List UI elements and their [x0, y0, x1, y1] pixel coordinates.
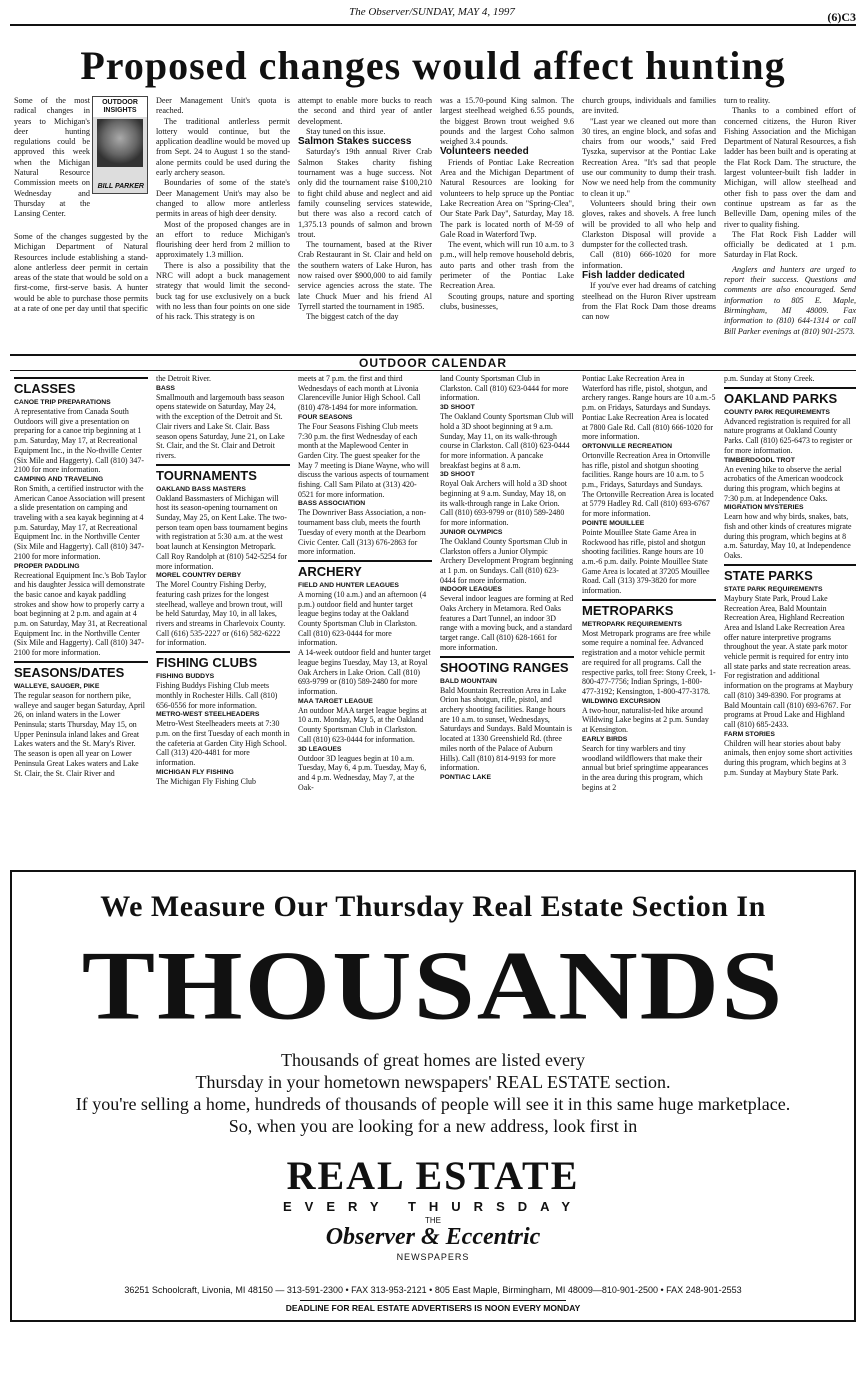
calendar-item-head: MAA TARGET LEAGUE: [298, 697, 373, 705]
calendar-title: OUTDOOR CALENDAR: [10, 354, 856, 371]
calendar-item-head: BASS: [156, 384, 175, 392]
ad-newspapers: NEWSPAPERS: [396, 1252, 470, 1262]
paragraph: Saturday's 19th annual River Crab Salmon Stakes charity fishing tournament was a huge success. Not only did the tournament raise $100,210 to fight child abuse and neglect and aid family counseling services statewide, but there was also a record catch of 1,375.13 pounds of salmon and brown trout.: [298, 147, 432, 239]
paragraph: Call (810) 666-1020 for more information.: [582, 250, 716, 270]
ad-address: 36251 Schoolcraft, Livonia, MI 48150 — 313-591-2300 • FAX 313-953-2121 • 805 East Maple, Birmingham, MI 48009—810-901-2500 • FAX 248-901-2553: [124, 1285, 742, 1295]
story-column-5: [582, 96, 716, 354]
calendar-item-head: CAMPING AND TRAVELING: [14, 475, 104, 483]
ad-line-1: Thousands of great homes are listed every: [281, 1050, 585, 1070]
calendar-column-6: [724, 374, 856, 864]
divider: [300, 1300, 566, 1301]
calendar-item-text: p.m. Sunday at Stony Creek.: [724, 374, 815, 383]
calendar-item-head: FIELD AND HUNTER LEAGUES: [298, 581, 399, 589]
story-headline: Proposed changes would affect hunting: [80, 43, 786, 88]
calendar-item-text: Smallmouth and largemouth bass season opens statewide on Saturday, May 24, with the exception of the Detroit and St. Clair rivers and Lake St. Clair. Bass season opens Saturday, June 21, on Lake St. Clair, and the St. Clair and Detroit rivers.: [156, 392, 285, 460]
calendar-section-head: TOURNAMENTS: [156, 464, 290, 483]
paragraph: Volunteers should bring their own gloves, rakes and shovels. A free lunch will be provided to all who help and Clarkston Disposal will provide a dumpster for the collected trash.: [582, 198, 716, 250]
paragraph: Thanks to a combined effort of concerned citizens, the Huron River Fishing Association and the Michigan Department of Natural Resources, a fish ladder has been built and is operating at the Flat Rock Dam. The structure, the largest volunteer-built fish ladder in Michigan, will allow steelhead and other fish to pass over the dam and continue upstream as far as the Belleville Dam, opening miles of the river to quality fishing.: [724, 106, 856, 229]
paragraph: The tournament, based at the River Crab Restaurant in St. Clair and held on the southern waters of Lake Huron, has now raised over $900,000 to aid family service agencies across the state. The late Chuck Muer and his friend Al Tyrrell started the tournament in 1985.: [298, 240, 432, 311]
calendar-item-text: Metro-West Steelheaders meets at 7:30 p.m. on the first Tuesday of each month in the cafeteria at Garden City High School. Call (313) 420-4481 for more information.: [156, 719, 290, 768]
calendar-item-head: POINTE MOUILLEE: [582, 519, 645, 527]
calendar-item-text: A morning (10 a.m.) and an afternoon (4 p.m.) outdoor field and hunter target league begins today at the Oakland County Sportsman Club in Clarkston. Call (810) 623-0444 for more information.: [298, 589, 427, 648]
calendar-column-4: [440, 374, 574, 864]
ad-brand: REAL ESTATE: [286, 1153, 580, 1198]
calendar-item-text: Advanced registration is required for all nature programs at Oakland County Parks. Call (810) 625-6473 to register or for more information.: [724, 416, 853, 455]
calendar-item-text: Ron Smith, a certified instructor with the American Canoe Association will present a slide presentation on camping and traveling with a sea kayak beginning at 4 p.m. Saturday, May 17, at Recreational Equipment Inc. in the Northville Center (Six Mile and Haggerty). Call (810) 347-2100 for more information.: [14, 483, 146, 561]
paragraph: Boundaries of some of the state's Deer Management Unit's may also be changed to allow more antlerless permits in areas of high deer density.: [156, 178, 290, 219]
paragraph: church groups, individuals and families are invited.: [582, 96, 716, 116]
page-number: (6)C3: [827, 10, 856, 24]
calendar-item-text: A representative from Canada South Outdoors will give a presentation on preparing for a canoe trip beginning at 1 p.m. Saturday, May 17, at Recreational Equipment Inc., in the No-thville Center (Six Mile and Haggerty). Call (810) 347-2100 for more information.: [14, 407, 144, 475]
calendar-item-text: Outdoor 3D leagues begin at 10 a.m. Tuesday, May 6, 4 p.m. Tuesday, May 6, and 4 p.m. Wednesday, May 7, at the Oak-: [298, 753, 427, 792]
calendar-item-text: A 14-week outdoor field and hunter target league begins Tuesday, May 13, at Royal Oak Archers in Lake Orion. Call (810) 693-9799 or (810) 589-2480 for more information.: [298, 648, 431, 696]
paragraph: The event, which will run 10 a.m. to 3 p.m., will help remove household debris, auto parts and other trash from the perimeter of the Pontiac Lake Recreation Area.: [440, 240, 574, 291]
calendar-item-head: TIMBERDOODL TROT: [724, 456, 795, 464]
paragraph: was a 15.70-pound King salmon. The largest steelhead weighed 6.55 pounds, the biggest Brown trout weighed 9.6 pounds and the largest Coho salmon weighed 3.4 pounds.: [440, 96, 574, 147]
calendar-item-head: PROPER PADDLING: [14, 562, 80, 570]
paragraph: The biggest catch of the day: [306, 312, 399, 322]
story-column-1b: [14, 232, 148, 356]
calendar-item-text: Royal Oak Archers will hold a 3D shoot beginning at 9 a.m. Sunday, May 18, on its walk-through range in Lake Orion. Call (810) 693-9799 or (810) 589-2480 for more information.: [440, 479, 567, 528]
calendar-item-text: Ortonville Recreation Area in Ortonville has rifle, pistol and shotgun shooting facilities. Range hours are 10 a.m. to 5 p.m., Fridays, Saturdays and Sundays. The Ortonville Recreation Area is located at 5779 Hadley Rd. Call (810) 693-6767 for more information.: [582, 450, 714, 519]
calendar-item-head: 3D SHOOT: [440, 404, 475, 412]
calendar-column-5: [582, 374, 716, 864]
calendar-item-text: Most Metropark programs are free while some require a nominal fee. Advanced registration and a motor vehicle permit are required for all programs. Call the respective parks, toll free: Stony Creek, 1-800-477-7756; Indian Springs, 1-800-477-3192; Kensington, 1-800-477-3178.: [582, 628, 716, 696]
calendar-section-head: STATE PARKS: [724, 564, 856, 583]
story-column-2: [156, 96, 290, 354]
paragraph: Friends of Pontiac Lake Recreation Area and the Michigan Department of Natural Resources are looking for volunteers to help spruce up the Pontiac Lake Recreation Area on "Spring-Clea", Our State Park Day", Saturday, May 18. The park is located north of M-59 of Gale Road in Waterford Twp.: [440, 157, 574, 239]
calendar-section-head: METROPARKS: [582, 599, 716, 618]
calendar-item-head: BALD MOUNTAIN: [440, 677, 497, 685]
calendar-section-head: SHOOTING RANGES: [440, 656, 574, 675]
ad-line-3: If you're selling a home, hundreds of thousands of people will see it in this same huge marketplace.: [75, 1094, 791, 1114]
ad-every-thursday: EVERY THURSDAY: [283, 1199, 583, 1214]
paragraph: If you've ever had dreams of catching steelhead on the Huron River upstream from the Flat Rock Dam those dreams can now: [582, 281, 716, 322]
calendar-item-text: meets at 7 p.m. the first and third Wednesdays of each month at Livonia Clarenceville Junior High School. Call (810) 478-1494 for more information.: [298, 374, 421, 413]
calendar-item-text: land County Sportsman Club in Clarkston. Call (810) 623-0444 for more information.: [440, 374, 569, 403]
calendar-item-text: Oakland Bassmasters of Michigan will host its season-opening tournament on Sunday, May 25, on Kent Lake. The two-person team open bass tournament begins with registration at 5:30 a.m. at the west boat launch at Kensington Metropark. Call Roy Randolph at (810) 542-5254 for more information.: [156, 493, 288, 571]
badge-title: OUTDOOR INSIGHTS: [93, 97, 147, 117]
calendar-item-head: 3D LEAGUES: [298, 745, 342, 753]
calendar-item-text: The Morel Country Fishing Derby, featuring cash prizes for the longest steelhead, walleye and brown trout, will be held Saturday, May 10, in all lakes, rivers and streams in Charlevoix County. Call (616) 535-2227 or (616) 582-6222 for information.: [156, 580, 286, 648]
calendar-item-text: Learn how and why birds, snakes, bats, fish and other kinds of creatures migrate during this program, which begins at 8 a.m. Saturday, May 10, at Independence Oaks.: [724, 512, 852, 561]
subhead: Salmon Stakes success: [298, 136, 412, 148]
ad-paper-logo: Observer & Eccentric: [325, 1224, 541, 1250]
calendar-section-head: OAKLAND PARKS: [724, 387, 856, 406]
calendar-item-text: Search for tiny warblers and tiny woodland wildflowers that make their annual but brief springtime appearances in the area during this program, which begins at 2: [582, 743, 709, 792]
calendar-item-head: MIGRATION MYSTERIES: [724, 504, 804, 512]
calendar-item-head: EARLY BIRDS: [582, 735, 628, 743]
paragraph: Scouting groups, nature and sporting clubs, businesses,: [440, 291, 574, 311]
calendar-item-text: Maybury State Park, Proud Lake Recreation Area, Bald Mountain Recreation Area, Highland Recreation Area and Island Lake Recreation Area offer nature interpretive programs throughout the year. A state park motor vehicle permit is required for entry into all state parks and state recreation areas. For registration and additional information on the programs at Maybury call (810) 349-8390. For programs at Bald Mountain call (810) 693-6767. For programs at Proud Lake and Highland call (810) 685-2433.: [724, 593, 854, 729]
ad-line-4: So, when you are looking for a new address, look first in: [228, 1116, 638, 1136]
paragraph: Most of the proposed changes are in an effort to reduce Michigan's flourishing deer herd from 2 million to approximately 1.3 million.: [156, 219, 290, 260]
calendar-section-head: ARCHERY: [298, 560, 432, 579]
columnist-photo: [97, 119, 143, 167]
calendar-section-head: SEASONS/DATES: [14, 661, 148, 680]
calendar-item-head: STATE PARK REQUIREMENTS: [724, 585, 823, 593]
calendar-item-head: 3D SHOOT: [440, 471, 475, 479]
calendar-item-head: CANOE TRIP PREPARATIONS: [14, 399, 111, 406]
ad-headline: We Measure Our Thursday Real Estate Section In: [100, 890, 766, 923]
calendar-item-head: COUNTY PARK REQUIREMENTS: [724, 408, 830, 416]
calendar-item-head: INDOOR LEAGUES: [440, 586, 502, 594]
paragraph: Stay tuned on this issue.: [306, 126, 386, 136]
ad-deadline: DEADLINE FOR REAL ESTATE ADVERTISERS IS NOON EVERY MONDAY: [285, 1303, 581, 1313]
paragraph: The traditional antlerless permit lottery would continue, but the application deadline would be moved up from Sept. 24 to August 1 so the stand-alone permits could be used during the early archery season.: [156, 116, 290, 178]
calendar-item-text: An outdoor MAA target league begins at 10 a.m. Monday, May 5, at the Oakland County Sportsman Club in Clarkston. Call (810) 623-0444 for information.: [298, 705, 427, 744]
story-column-3: [298, 96, 432, 354]
calendar-item-text: the Detroit River.: [156, 374, 212, 383]
ad-the: THE: [425, 1216, 441, 1225]
ad-line-2: Thursday in your hometown newspapers' REAL ESTATE section.: [195, 1072, 671, 1092]
ad-big-word: THOUSANDS: [81, 930, 785, 1040]
paragraph: "Last year we cleaned out more than 30 tires, an engine block, and sofas and chairs from our woods," said Fred Tyszka, supervisor at the Pontiac Lake Recreation Area. "It's sad that people use our community to dump their trash. Now we need help from the community to clean it up.": [582, 116, 716, 198]
calendar-item-head: OAKLAND BASS MASTERS: [156, 485, 246, 493]
byline: BILL PARKER: [97, 183, 144, 190]
calendar-item-head: BASS ASSOCIATION: [298, 500, 366, 508]
calendar-item-head: JUNIOR OLYMPICS: [440, 528, 503, 536]
calendar-item-text: Pontiac Lake Recreation Area in Waterford has rifle, pistol, shotgun, and archery ranges. Range hours are 10 a.m.-5 p.m. on Fridays, Saturdays and Sundays. Pontiac Lake Recreation Area is located at 7800 Gale Rd. Call (810) 666-1020 for more information.: [582, 374, 716, 442]
top-rule: [10, 24, 856, 26]
calendar-item-text: Children will hear stories about baby animals, then enjoy some short activities during this program, which begins at 3 p.m. Sunday at Maybury State Park.: [724, 738, 853, 777]
calendar-item-head: FARM STORIES: [724, 730, 775, 738]
calendar-item-text: Fishing Buddys Fishing Club meets monthly in Rochester Hills. Call (810) 656-0556 for more information.: [156, 681, 278, 710]
calendar-item-head: FOUR SEASONS: [298, 413, 353, 421]
calendar-section-head: FISHING CLUBS: [156, 651, 290, 670]
paragraph: Deer Management Unit's quota is reached.: [156, 96, 290, 116]
calendar-item-text: The Michigan Fly Fishing Club: [156, 776, 256, 786]
calendar-item-text: The Oakland County Sportsman Club in Clarkston offers a Junior Olympic Archery Development Program beginning at 1 p.m. on Sundays. Call (810) 623-0444 for more information.: [440, 536, 574, 585]
contact-note: Anglers and hunters are urged to report their success. Questions and comments are also encouraged. Send information to 805 E. Maple, Birmingham, MI 48009. Fax information to (810) 644-1314 or call Bill Parker evenings at (810) 901-2573.: [724, 264, 856, 336]
paragraph: attempt to enable more bucks to reach the second and third year of antler development.: [298, 96, 432, 126]
calendar-item-text: Pointe Mouillee State Game Area in Rockwood has rifle, pistol and shotgun shooting facilities. Range hours are 10 a.m.-6 p.m. daily. Pointe Mouillee State Game Area is located at 37205 Mouillee Road. Call (313) 379-3820 for more information.: [582, 527, 710, 596]
columnist-badge: [92, 96, 148, 194]
paragraph: Some of the most radical changes in years to Michigan's deer hunting regulations could be approved this week when the Michigan Natural Resource Commission meets on Wednesday and Thursday at the Lansing Center.: [14, 96, 90, 219]
calendar-item-text: A two-hour, naturalist-led hike around Wildwing Lake begins at 2 p.m. Sunday at Kensington.: [582, 705, 709, 735]
paragraph: There is also a possibility that the NRC will adopt a buck management strategy that would limit the second-buck tag for use exclusively on a buck with no less than four points on one side of his rack. This strategy is on: [156, 260, 290, 322]
story-column-4: [440, 96, 574, 354]
calendar-column-2: [156, 374, 290, 864]
calendar-item-head: MOREL COUNTRY DERBY: [156, 572, 242, 580]
calendar-item-text: Bald Mountain Recreation Area in Lake Orion has shotgun, rifle, pistol, and archery shooting facilities. Range hours are 10 a.m. to sunset, Wednesdays, Saturdays and Sundays. Bald Mountain is located at 1330 Greenshield Rd. (three miles north of the Palace of Auburn Hills). Call (810) 814-9193 for more information.: [440, 685, 572, 773]
calendar-item-text: The Downriver Bass Association, a non-tournament bass club, meets the fourth Tuesday of every month at the Dearborn Civic Center. Call (313) 676-2863 for more information.: [298, 508, 426, 557]
calendar-item-head: FISHING BUDDYS: [156, 673, 215, 681]
calendar-item-head: WALLEYE, SAUGER, PIKE: [14, 682, 100, 690]
story-column-6: [724, 96, 856, 354]
paragraph: Some of the changes suggested by the Michigan Department of Natural Resources include establishing a stand-alone antlerless deer permit in certain areas of the state that would be sold on a first-come, first-serve basis. A hunter would be able to purchase those permits at a rate of one per day until that specific: [14, 232, 148, 314]
paragraph: turn to reality.: [724, 96, 771, 105]
calendar-item-text: An evening hike to observe the aerial acrobatics of the American woodcock during this program, which begins at 7:30 p.m. at Independence Oaks.: [724, 464, 844, 503]
calendar-column-1: [14, 374, 148, 864]
calendar-section-head: CLASSES: [14, 377, 148, 396]
calendar-item-text: Recreational Equipment Inc.'s Bob Taylor and his daughter Jessica will demonstrate the basic canoe and kayak paddling strokes and show how to properly carry a boat beginning at 2 p.m. and again at 4 p.m. on Saturday, May 31, at Recreational Equipment Inc. in the Northville Center (Six Mile and Haggerty). Call (810) 347-2100 for more information.: [14, 570, 148, 658]
calendar-column-3: [298, 374, 432, 864]
calendar-item-head: PONTIAC LAKE: [440, 773, 491, 781]
subhead: Volunteers needed: [440, 146, 529, 158]
page-folio: [0, 6, 864, 24]
paragraph: The Flat Rock Fish Ladder will officially be dedicated at 1 p.m. Saturday in Flat Rock.: [724, 229, 856, 260]
calendar-item-head: MICHIGAN FLY FISHING: [156, 768, 234, 776]
calendar-item-head: METROPARK REQUIREMENTS: [582, 620, 682, 628]
calendar-item-text: Several indoor leagues are forming at Red Oaks Archery in Metamora. Red Oaks features a Dart Tunnel, an indoor 3D range with a moving buck, and a standard target range. Call (810) 628-1661 for more information.: [440, 594, 574, 652]
calendar-item-text: The Oakland County Sportsman Club will hold a 3D shoot beginning at 9 a.m. Sunday, May 11, on its walk-through course in Clarkston. Call (810) 623-0444 for more information. A pancake breakfast begins at 8 a.m.: [440, 412, 574, 470]
folio-text: The Observer/SUNDAY, MAY 4, 1997: [349, 6, 515, 18]
subhead: Fish ladder dedicated: [582, 270, 685, 282]
calendar-item-head: METRO-WEST STEELHEADERS: [156, 711, 260, 719]
calendar-item-head: WILDWING EXCURSION: [582, 697, 661, 705]
calendar-item-head: ORTONVILLE RECREATION: [582, 442, 672, 450]
calendar-item-text: The Four Seasons Fishing Club meets 7:30 p.m. the first Wednesday of each month at the Maplewood Center in Garden City. The guest speaker for the May 7 meeting is Diane Wayne, who will discuss the various aspects of tournament fishing. Call Sam Pilato at (313) 420-0521 for more information.: [298, 421, 430, 499]
calendar-item-text: The regular season for northern pike, walleye and sauger began Saturday, April 26, on inland waters in the Lower Peninsula; starts Thursday, May 15, on Upper Peninsula inland lakes and Great Lakes waters and the St. Mary's River. The season is open all year on Lower Peninsula Great Lakes waters and Lake St. Clair, the St. Clair River and: [14, 690, 145, 778]
